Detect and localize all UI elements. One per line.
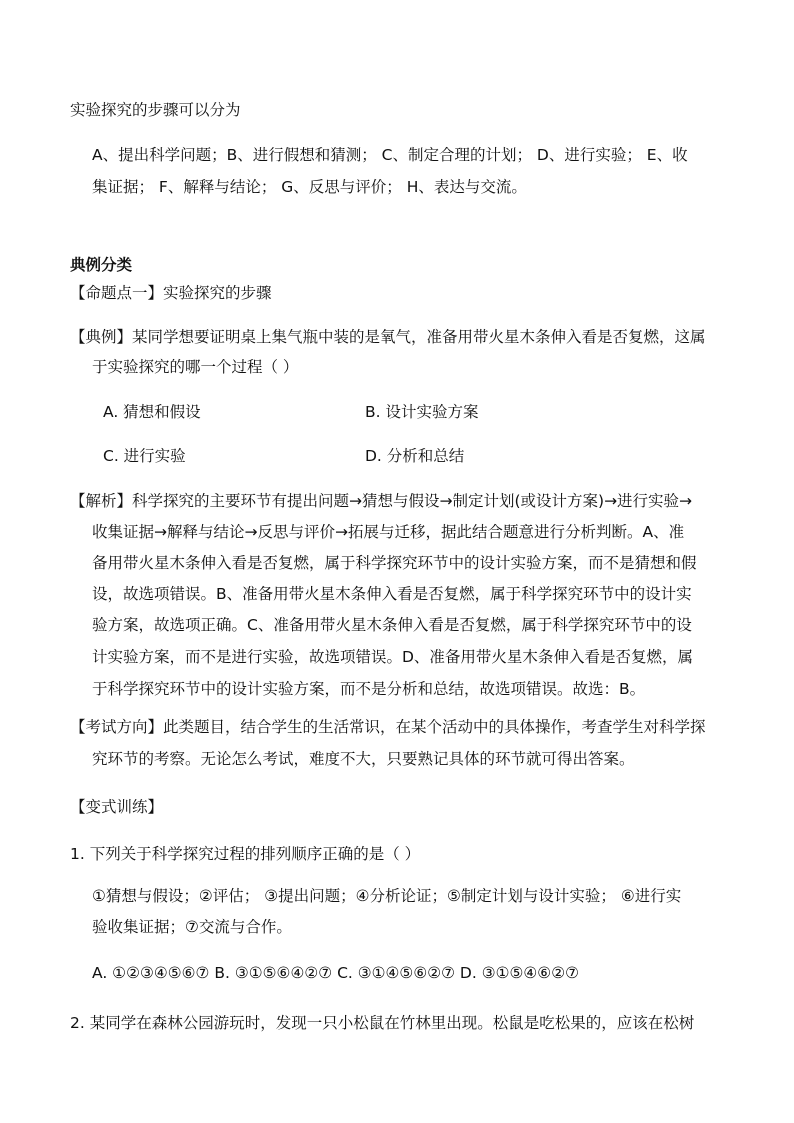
intro-options-line-1: A、提出科学问题；B、进行假想和猜测； C、制定合理的计划； D、进行实验； E、收: [92, 146, 688, 164]
example-option-c: C. 进行实验: [103, 447, 186, 465]
exam-direction-line-2: 究环节的考察。无论怎么考试，难度不大，只要熟记具体的环节就可得出答案。: [92, 750, 635, 768]
analysis-line-4: 设，故选项错误。B、准备用带火星木条伸入看是否复燃，属于科学探究环节中的设计实: [92, 585, 692, 603]
analysis-line-2: 收集证据→解释与结论→反思与评价→拓展与迁移，据此结合题意进行分析判断。A、准: [92, 523, 685, 541]
analysis-line-5: 验方案，故选项正确。C、准备用带火星木条伸入看是否复燃，属于科学探究环节中的设: [92, 616, 692, 634]
example-option-a: A. 猜想和假设: [103, 403, 201, 421]
training-q1-line-1: 1. 下列关于科学探究过程的排列顺序正确的是（ ）: [70, 845, 421, 863]
example-question-line-1: 【典例】某同学想要证明桌上集气瓶中装的是氧气，准备用带火星木条伸入看是否复燃，这属: [70, 328, 706, 346]
exam-direction-line-1: 【考试方向】此类题目，结合学生的生活常识，在某个活动中的具体操作，考查学生对科学探: [70, 718, 706, 736]
section-title: 典例分类: [70, 256, 133, 274]
analysis-line-3: 备用带火星木条伸入看是否复燃，属于科学探究环节中的设计实验方案，而不是猜想和假: [92, 554, 697, 572]
example-question-line-2: 于实验探究的哪一个过程（ ）: [92, 358, 299, 376]
analysis-line-6: 计实验方案，而不是进行实验，故选项错误。D、准备用带火星木条伸入看是否复燃，属: [92, 648, 693, 666]
training-q1-line-2: ①猜想与假设；②评估； ③提出问题；④分析论证；⑤制定计划与设计实验； ⑥进行实: [92, 887, 682, 905]
intro-options-line-2: 集证据； F、解释与结论； G、反思与评价； H、表达与交流。: [92, 178, 527, 196]
training-title: 【变式训练】: [70, 798, 164, 816]
analysis-line-1: 【解析】科学探究的主要环节有提出问题→猜想与假设→制定计划(或设计方案)→进行实验→: [70, 492, 693, 510]
training-q2-line-1: 2. 某同学在森林公园游玩时，发现一只小松鼠在竹林里出现。松鼠是吃松果的，应该在松树: [70, 1014, 695, 1032]
training-q1-line-3: 验收集证据；⑦交流与合作。: [92, 918, 292, 936]
example-option-b: B. 设计实验方案: [365, 403, 479, 421]
topic-point: 【命题点一】实验探究的步骤: [70, 284, 272, 302]
example-option-d: D. 分析和总结: [365, 447, 465, 465]
analysis-line-7: 于科学探究环节中的设计实验方案，而不是分析和总结，故选项错误。故选：B。: [92, 680, 646, 698]
intro-heading: 实验探究的步骤可以分为: [70, 101, 241, 119]
training-q1-options: A. ①②③④⑤⑥⑦ B. ③①⑤⑥④②⑦ C. ③①④⑤⑥②⑦ D. ③①⑤④⑥②⑦: [92, 964, 579, 982]
